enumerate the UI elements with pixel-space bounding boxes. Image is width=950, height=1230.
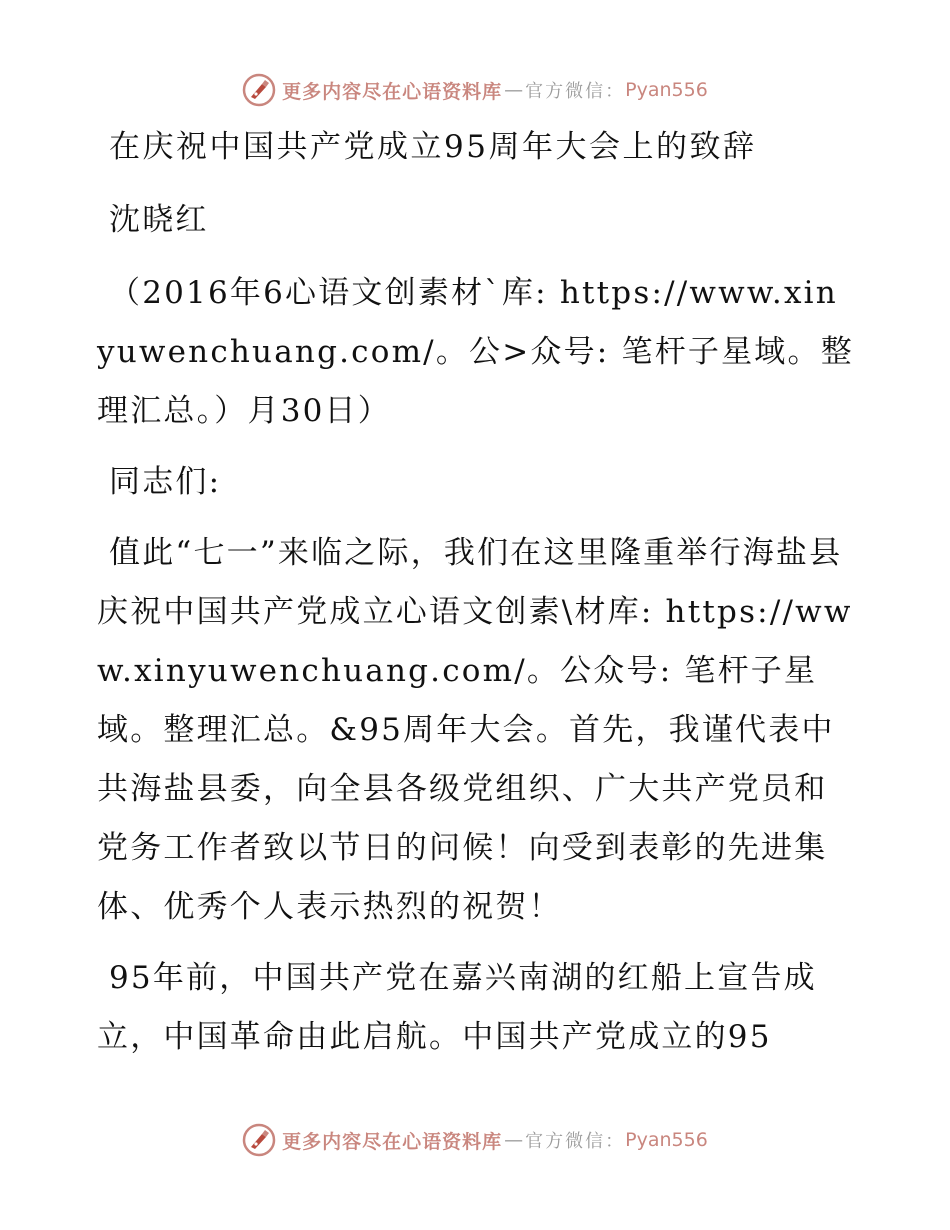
promo-text: 更多内容尽在心语资料库 xyxy=(282,80,503,103)
wechat-label: 官方微信： xyxy=(525,81,626,102)
paragraph-1: 值此“七一”来临之际，我们在这里隆重举行海盐县庆祝中国共产党成立心语文创素\材库: https://www.xinyuwenchuang.com/。公众号: 笔杆子星域。整理汇总。&95周年大会。首先，我谨代表中共海盐县委，向全县各级党组织、广大共产党员和党务工作者致以节日的问候！向受到表彰的先进集体、优秀个人表示热烈的祝贺！ xyxy=(97,535,853,925)
document-title: 在庆祝中国共产党成立95周年大会上的致辞 xyxy=(109,129,757,165)
wechat-label: 官方微信： xyxy=(525,1131,626,1152)
promo-text: 更多内容尽在心语资料库 xyxy=(282,1130,503,1153)
wechat-id: Pyan556 xyxy=(625,79,708,101)
salutation: 同志们: xyxy=(109,464,222,500)
footer-banner xyxy=(0,1120,950,1160)
banner-dash: — xyxy=(504,79,524,101)
banner-dash: — xyxy=(504,1129,524,1151)
wechat-id: Pyan556 xyxy=(625,1129,708,1151)
document-author: 沈晓红 xyxy=(109,202,209,238)
pen-nib-logo-icon xyxy=(242,1123,276,1157)
date-line: （2016年6心语文创素材`库: https://www.xinyuwenchuang.com/。公>众号: 笔杆子星域。整理汇总。）月30日） xyxy=(97,275,854,429)
header-banner xyxy=(0,70,950,110)
paragraph-2: 95年前，中国共产党在嘉兴南湖的红船上宣告成立，中国革命由此启航。中国共产党成立的95 xyxy=(97,960,817,1055)
document-body xyxy=(97,118,857,1079)
pen-nib-logo-icon xyxy=(242,73,276,107)
